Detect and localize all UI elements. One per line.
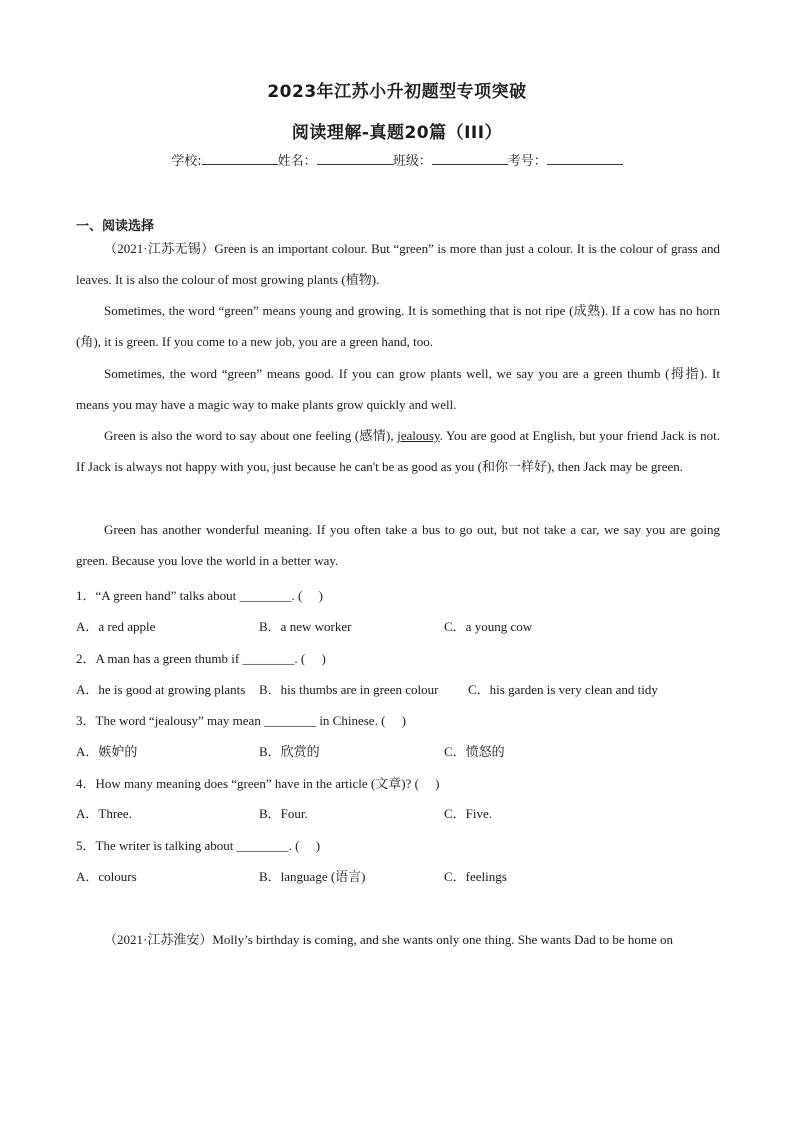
question-4-option-a[interactable]: A．Three. [76, 806, 132, 821]
school-label: 学校: [171, 154, 202, 169]
question-3-option-b[interactable]: B．欣赏的 [259, 744, 320, 759]
question-5-option-b[interactable]: B．language (语言) [259, 869, 366, 884]
passage1-paragraph-3: Sometimes, the word “green” means good. If you can grow plants well, we say you are a green thumb (拇指). It means you may have a magic way to make plants grow quickly and well. [76, 366, 720, 412]
class-blank[interactable] [432, 151, 508, 165]
question-3-option-c[interactable]: C．愤怒的 [444, 744, 505, 759]
section-title: 一、阅读选择 [76, 219, 155, 234]
question-3-option-a[interactable]: A．嫉妒的 [76, 744, 138, 759]
question-5-option-a[interactable]: A．colours [76, 869, 137, 884]
question-2-stem: 2．A man has a green thumb if ________. ( ) [76, 651, 326, 666]
p4-text-before: Green is also the word to say about one feeling (感情), [104, 428, 398, 443]
question-1-option-c[interactable]: C．a young cow [444, 619, 533, 634]
passage2-first-line: （2021·江苏淮安）Molly’s birthday is coming, and she wants only one thing. She wants Dad to be home on [104, 932, 674, 947]
p4-text-after: . You are good at English, but your friend Jack is not. If Jack is always not happy with you, just because he can't be as good as you (和你一样好), then Jack may be green. [76, 428, 720, 474]
name-blank[interactable] [317, 151, 393, 165]
question-4-option-b[interactable]: B．Four. [259, 806, 308, 821]
question-4-stem: 4．How many meaning does “green” have in the article (文章)? ( ) [76, 776, 440, 791]
question-1-stem: 1．“A green hand” talks about ________. ( ) [76, 588, 323, 603]
passage1-paragraph-2: Sometimes, the word “green” means young and growing. It is something that is not ripe (成熟). If a cow has no horn (角), it is green. If you come to a new job, you are a green hand, too. [76, 303, 720, 349]
name-label: 姓名： [277, 154, 317, 169]
question-2-option-a[interactable]: A．he is good at growing plants [76, 682, 246, 697]
question-5-stem: 5．The writer is talking about ________. ( ) [76, 838, 321, 853]
student-info-row [0, 150, 794, 169]
class-label: 班级： [392, 154, 432, 169]
question-1-option-b[interactable]: B．a new worker [259, 619, 352, 634]
question-3-stem: 3．The word “jealousy” may mean ________ in Chinese. ( ) [76, 713, 406, 728]
exam-number-label: 考号： [507, 154, 547, 169]
jealousy-underlined: jealousy [397, 428, 440, 443]
question-4-option-c[interactable]: C．Five. [444, 806, 493, 821]
exam-title: 2023年江苏小升初题型专项突破 [267, 82, 527, 102]
exam-subtitle: 阅读理解-真题20篇（III） [291, 123, 503, 143]
passage1-paragraph-1: （2021·江苏无锡）Green is an important colour. But “green” is more than just a colour. It is the colour of grass and leaves. It is also the colour of most growing plants (植物). [76, 241, 720, 287]
passage1-paragraph-4 [76, 420, 720, 482]
school-blank[interactable] [202, 151, 278, 165]
passage1-paragraph-5: Green has another wonderful meaning. If you often take a bus to go out, but not take a car, we say you are going green. Because you love the world in a better way. [76, 522, 720, 568]
question-2-option-b[interactable]: B．his thumbs are in green colour [259, 682, 439, 697]
question-2-option-c[interactable]: C．his garden is very clean and tidy [468, 682, 658, 697]
question-5-option-c[interactable]: C．feelings [444, 869, 507, 884]
question-1-option-a[interactable]: A．a red apple [76, 619, 156, 634]
exam-number-blank[interactable] [547, 151, 623, 165]
